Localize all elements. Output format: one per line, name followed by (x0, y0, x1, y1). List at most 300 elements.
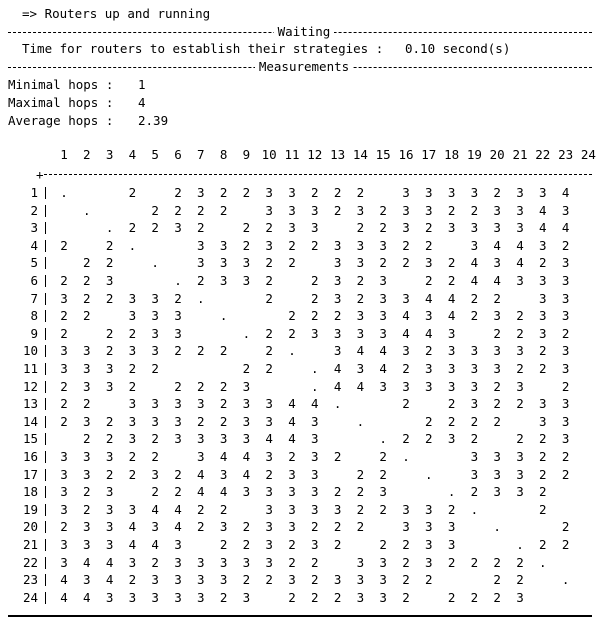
row-divider (45, 486, 46, 498)
matrix-cell: 2 (83, 484, 91, 500)
stat-value-avg: 2.39 (138, 113, 169, 128)
row-label: 12 (22, 378, 38, 394)
matrix-cell: 4 (60, 589, 68, 605)
matrix-cell: 3 (83, 449, 91, 464)
matrix-cell: 3 (379, 308, 387, 324)
matrix-cell: 3 (288, 185, 296, 200)
matrix-cell: 3 (60, 554, 68, 570)
matrix-cell: 2 (105, 431, 114, 447)
matrix-cell: 2 (493, 396, 501, 412)
matrix-cell: 2 (83, 308, 91, 324)
matrix-cell: 3 (60, 501, 68, 517)
matrix-cell: 3 (561, 431, 570, 447)
matrix-cell: 3 (402, 343, 410, 359)
matrix-cell: 2 (242, 361, 251, 376)
column-header: 16 (398, 147, 414, 162)
matrix-cell: 2 (493, 413, 501, 429)
matrix-cell: 3 (105, 537, 114, 552)
matrix-cell: 4 (333, 378, 342, 394)
row-divider (45, 539, 46, 551)
matrix-cell: 4 (425, 290, 433, 306)
matrix-cell: 2 (356, 185, 365, 200)
column-header: 4 (128, 147, 137, 162)
matrix-cell: 3 (197, 255, 205, 271)
matrix-cell: 2 (311, 589, 319, 605)
matrix-cell: 2 (561, 537, 570, 552)
matrix-cell: 2 (197, 202, 205, 218)
matrix-cell: 3 (128, 308, 137, 324)
matrix-cell: 2 (402, 431, 410, 447)
matrix-cell: 3 (539, 273, 547, 288)
matrix-cell: 2 (242, 185, 251, 200)
row-label: 10 (22, 343, 38, 359)
matrix-cell: 2 (311, 290, 319, 306)
matrix-cell: 3 (516, 449, 524, 464)
matrix-cell: 2 (60, 308, 68, 324)
matrix-cell: 3 (60, 537, 68, 552)
matrix-cell: 3 (197, 396, 205, 412)
row-label: 23 (22, 572, 38, 588)
matrix-cell: . (288, 343, 296, 359)
row-divider (45, 257, 46, 269)
column-header: 1 (60, 147, 68, 162)
matrix-cell: 3 (174, 572, 182, 588)
matrix-cell: 3 (561, 308, 570, 324)
matrix-cell: 2 (311, 273, 319, 288)
matrix-cell: 2 (539, 449, 547, 464)
matrix-cell: 2 (425, 431, 433, 447)
matrix-cell: 3 (128, 343, 137, 359)
matrix-cell: . (561, 572, 570, 588)
matrix-cell: 2 (356, 466, 365, 482)
matrix-cell: 4 (151, 537, 159, 552)
matrix-cell: 2 (288, 589, 296, 605)
matrix-cell: 2 (197, 220, 205, 236)
matrix-cell: 2 (174, 343, 182, 359)
matrix-cell: 2 (356, 220, 365, 236)
matrix-cell: 3 (311, 220, 319, 236)
column-header: 3 (105, 147, 114, 162)
matrix-cell: 3 (561, 202, 570, 218)
matrix-cell: 3 (470, 378, 479, 394)
matrix-cell: 3 (470, 220, 479, 236)
row-label: 3 (30, 220, 38, 236)
matrix-cell: 3 (470, 466, 479, 482)
matrix-cell: 3 (105, 589, 114, 605)
matrix-cell: 2 (242, 519, 251, 535)
matrix-cell: 3 (219, 237, 228, 253)
matrix-cell: 3 (265, 413, 273, 429)
matrix-cell: 3 (516, 378, 524, 394)
matrix-cell: . (197, 290, 205, 306)
matrix-cell: 3 (128, 589, 137, 605)
matrix-cell: 3 (105, 484, 114, 500)
matrix-cell: 3 (447, 361, 456, 376)
matrix-cell: 4 (151, 501, 159, 517)
matrix-cell: 2 (288, 449, 296, 464)
matrix-cell: 2 (288, 237, 296, 253)
matrix-cell: 3 (425, 202, 433, 218)
matrix-cell: 3 (539, 185, 547, 200)
row-divider (45, 275, 46, 287)
matrix-cell: 2 (242, 220, 251, 236)
matrix-cell: 3 (83, 466, 91, 482)
row-divider (45, 363, 46, 375)
matrix-cell: 3 (151, 290, 159, 306)
matrix-cell: 3 (60, 290, 68, 306)
matrix-cell: 3 (493, 466, 501, 482)
row-divider (45, 433, 46, 445)
matrix-cell: 2 (197, 413, 205, 429)
row-label: 13 (22, 396, 38, 412)
matrix-cell: 3 (470, 361, 479, 376)
matrix-cell: 2 (539, 501, 547, 517)
matrix-cell: 2 (493, 290, 501, 306)
matrix-cell: 3 (402, 501, 410, 517)
matrix-cell: 2 (425, 273, 433, 288)
matrix-cell: 4 (105, 554, 114, 570)
matrix-cell: 4 (174, 501, 182, 517)
matrix-cell: 3 (516, 185, 524, 200)
matrix-cell: 2 (539, 361, 547, 376)
matrix-cell: 2 (151, 202, 159, 218)
matrix-cell: 3 (447, 431, 456, 447)
matrix-cell: 3 (333, 325, 342, 341)
matrix-cell: 3 (265, 554, 273, 570)
matrix-cell: 3 (105, 449, 114, 464)
row-divider (45, 293, 46, 305)
matrix-cell: 3 (174, 413, 182, 429)
matrix-cell: 3 (493, 484, 501, 500)
matrix-cell: 2 (83, 396, 91, 412)
matrix-cell: . (379, 431, 387, 447)
matrix-cell: 3 (402, 378, 410, 394)
matrix-cell: 2 (333, 589, 342, 605)
matrix-cell: 3 (311, 537, 319, 552)
matrix-cell: 2 (425, 220, 433, 236)
matrix-cell: 2 (516, 554, 524, 570)
matrix-cell: 3 (356, 237, 365, 253)
matrix-cell: . (311, 361, 319, 376)
matrix-cell: 3 (516, 343, 524, 359)
matrix-cell: 2 (197, 519, 205, 535)
matrix-cell: 2 (493, 185, 501, 200)
matrix-cell: 4 (516, 255, 524, 271)
matrix-cell: 2 (447, 501, 456, 517)
matrix-cell: 3 (402, 202, 410, 218)
matrix-cell: 3 (516, 484, 524, 500)
matrix-cell: . (151, 255, 159, 271)
matrix-cell: 3 (60, 466, 68, 482)
matrix-cell: 3 (493, 449, 501, 464)
matrix-cell: . (539, 554, 547, 570)
matrix-cell: 2 (83, 501, 91, 517)
matrix-cell: 2 (60, 519, 68, 535)
matrix-cell: 3 (128, 290, 137, 306)
column-header: 24 (580, 147, 596, 162)
matrix-cell: 3 (356, 325, 365, 341)
matrix-cell: 4 (447, 308, 456, 324)
matrix-cell: 3 (174, 325, 182, 341)
matrix-cell: . (333, 396, 342, 412)
matrix-cell: 3 (311, 202, 319, 218)
matrix-cell: 3 (447, 185, 456, 200)
matrix-cell: 4 (197, 466, 205, 482)
matrix-cell: 3 (151, 466, 159, 482)
matrix-cell: 3 (425, 308, 433, 324)
matrix-cell: 2 (516, 308, 524, 324)
matrix-cell: 3 (288, 501, 296, 517)
column-header: 10 (261, 147, 277, 162)
matrix-cell: 4 (311, 396, 319, 412)
matrix-cell: 3 (265, 237, 273, 253)
matrix-cell: 2 (402, 237, 410, 253)
matrix-cell: 3 (402, 519, 410, 535)
matrix-cell: 3 (447, 325, 456, 341)
matrix-cell: 2 (561, 378, 570, 394)
matrix-cell: 2 (219, 396, 228, 412)
matrix-cell: 3 (265, 501, 273, 517)
matrix-cell: 3 (333, 290, 342, 306)
matrix-cell: 3 (105, 361, 114, 376)
matrix-cell: 2 (516, 396, 524, 412)
matrix-cell: 4 (288, 413, 296, 429)
column-header: 19 (466, 147, 482, 162)
matrix-cell: 3 (197, 554, 205, 570)
matrix-cell: 3 (379, 237, 387, 253)
matrix-cell: 2 (83, 290, 91, 306)
matrix-cell: 3 (447, 537, 456, 552)
matrix-cell: 2 (425, 237, 433, 253)
matrix-cell: 3 (425, 255, 433, 271)
matrix-cell: 3 (174, 554, 182, 570)
matrix-cell: 3 (333, 237, 342, 253)
matrix-cell: 2 (539, 343, 547, 359)
matrix-cell: 3 (174, 431, 182, 447)
column-header: 22 (535, 147, 551, 162)
matrix-cell: 2 (265, 343, 273, 359)
matrix-cell: 2 (516, 431, 524, 447)
matrix-cell: 3 (447, 519, 456, 535)
matrix-cell: 3 (197, 185, 205, 200)
matrix-cell: 2 (174, 378, 182, 394)
matrix-cell: 2 (425, 343, 433, 359)
matrix-cell: 2 (197, 273, 205, 288)
matrix-cell: 2 (105, 255, 114, 271)
matrix-cell: 2 (379, 255, 387, 271)
matrix-cell: 2 (174, 202, 182, 218)
matrix-cell: 3 (333, 572, 342, 588)
matrix-cell: 3 (265, 484, 273, 500)
matrix-cell: 3 (379, 325, 387, 341)
matrix-cell: 4 (447, 290, 456, 306)
matrix-cell: 3 (356, 554, 365, 570)
matrix-cell: 2 (105, 325, 114, 341)
matrix-cell: 3 (311, 325, 319, 341)
matrix-cell: . (174, 273, 182, 288)
row-label: 16 (22, 449, 38, 464)
row-label: 1 (30, 185, 38, 200)
matrix-cell: 3 (219, 466, 228, 482)
matrix-cell: . (219, 308, 228, 324)
matrix-cell: 3 (402, 185, 410, 200)
matrix-cell: 4 (379, 343, 387, 359)
matrix-cell: 4 (493, 273, 501, 288)
matrix-cell: 3 (356, 202, 365, 218)
matrix-cell: 4 (561, 185, 570, 200)
matrix-cell: 3 (83, 572, 91, 588)
matrix-cell: . (83, 202, 91, 218)
row-label: 6 (30, 273, 38, 288)
matrix-cell: 3 (174, 537, 182, 552)
matrix-cell: 3 (242, 378, 251, 394)
matrix-cell: 3 (561, 255, 570, 271)
matrix-cell: 3 (219, 273, 228, 288)
matrix-cell: 3 (333, 255, 342, 271)
matrix-cell: 3 (311, 466, 319, 482)
matrix-cell: 2 (402, 361, 410, 376)
matrix-cell: 3 (425, 537, 433, 552)
matrix-cell: 2 (151, 554, 159, 570)
row-divider (45, 557, 46, 569)
column-header: 18 (444, 147, 460, 162)
matrix-cell: 3 (470, 343, 479, 359)
matrix-cell: 2 (174, 466, 182, 482)
matrix-cell: 3 (402, 290, 410, 306)
matrix-cell: 2 (356, 484, 365, 500)
matrix-cell: 4 (128, 519, 137, 535)
matrix-cell: 3 (242, 554, 251, 570)
stat-label-avg: Average hops : (8, 113, 114, 128)
matrix-cell: 2 (379, 220, 387, 236)
matrix-cell: 2 (356, 519, 365, 535)
matrix-cell: 2 (219, 589, 228, 605)
row-label: 18 (22, 484, 38, 500)
matrix-corner: + (36, 167, 44, 182)
matrix-cell: 2 (447, 255, 456, 271)
row-divider (45, 592, 46, 604)
row-label: 22 (22, 554, 38, 570)
matrix-cell: 3 (105, 378, 114, 394)
matrix-cell: 2 (561, 466, 570, 482)
matrix-cell: 2 (402, 554, 410, 570)
matrix-cell: 2 (242, 237, 251, 253)
matrix-cell: 2 (60, 413, 68, 429)
column-header: 21 (512, 147, 528, 162)
matrix-cell: 4 (356, 343, 365, 359)
matrix-cell: 3 (356, 589, 365, 605)
matrix-cell: 3 (356, 361, 365, 376)
matrix-cell: 3 (516, 589, 524, 605)
matrix-cell: 2 (219, 378, 228, 394)
matrix-cell: 2 (516, 361, 524, 376)
matrix-cell: 2 (174, 484, 182, 500)
matrix-cell: 2 (402, 255, 410, 271)
matrix-cell: 3 (242, 431, 251, 447)
matrix-cell: 3 (174, 220, 182, 236)
matrix-cell: 2 (333, 519, 342, 535)
matrix-cell: 2 (128, 185, 137, 200)
matrix-cell: 2 (197, 378, 205, 394)
stat-label-max: Maximal hops : (8, 95, 114, 110)
matrix-cell: 2 (60, 325, 68, 341)
matrix-cell: 2 (333, 308, 342, 324)
matrix-cell: 2 (219, 413, 228, 429)
matrix-cell: 3 (333, 501, 342, 517)
matrix-cell: 4 (470, 273, 479, 288)
matrix-cell: 3 (288, 572, 296, 588)
matrix-cell: 3 (493, 255, 501, 271)
strategy-time-value: 0.10 second(s) (405, 41, 511, 56)
matrix-cell: 2 (311, 519, 319, 535)
row-divider (45, 328, 46, 340)
row-label: 5 (30, 255, 38, 271)
matrix-cell: 4 (539, 220, 547, 236)
matrix-cell: 4 (561, 220, 570, 236)
matrix-cell: 3 (516, 220, 524, 236)
matrix-cell: 2 (83, 431, 91, 447)
matrix-cell: 4 (288, 431, 296, 447)
matrix-cell: 2 (151, 449, 159, 464)
matrix-cell: 3 (379, 589, 387, 605)
matrix-cell: 3 (242, 255, 251, 271)
matrix-cell: . (311, 378, 319, 394)
matrix-cell: 4 (219, 449, 228, 464)
column-header: 9 (242, 147, 251, 162)
matrix-cell: 3 (311, 431, 319, 447)
matrix-cell: 2 (447, 202, 456, 218)
matrix-cell: 2 (219, 343, 228, 359)
matrix-cell: 2 (470, 290, 479, 306)
matrix-cell: 2 (219, 501, 228, 517)
matrix-cell: 3 (265, 202, 273, 218)
matrix-cell: 2 (333, 202, 342, 218)
row-divider (45, 451, 46, 463)
matrix-cell: . (128, 237, 137, 253)
matrix-cell: 3 (311, 449, 319, 464)
matrix-cell: 3 (60, 361, 68, 376)
column-header: 11 (284, 147, 300, 162)
row-label: 19 (22, 501, 38, 517)
matrix-cell: 2 (425, 413, 433, 429)
matrix-cell: 2 (197, 501, 205, 517)
matrix-cell: 3 (219, 572, 228, 588)
matrix-cell: 3 (470, 237, 479, 253)
matrix-cell: 3 (242, 484, 251, 500)
matrix-cell: 2 (105, 466, 114, 482)
matrix-cell: 2 (425, 572, 433, 588)
matrix-cell: 3 (425, 378, 433, 394)
matrix-cell: 3 (105, 273, 114, 288)
matrix-cell: 2 (128, 220, 137, 236)
matrix-cell: 2 (447, 554, 456, 570)
matrix-cell: 2 (539, 255, 547, 271)
waiting-section-header (0, 23, 608, 41)
matrix-cell: 2 (493, 554, 501, 570)
matrix-cell: 3 (151, 519, 159, 535)
matrix-cell: 3 (60, 449, 68, 464)
matrix-cell: 3 (288, 220, 296, 236)
matrix-cell: 3 (561, 290, 570, 306)
matrix-cell: 3 (219, 431, 228, 447)
row-divider (45, 310, 46, 322)
matrix-cell: 4 (105, 572, 114, 588)
matrix-cell: 3 (539, 308, 547, 324)
row-divider (45, 205, 46, 217)
matrix-cell: 3 (197, 572, 205, 588)
matrix-cell: . (60, 185, 68, 200)
matrix-cell: 2 (105, 343, 114, 359)
